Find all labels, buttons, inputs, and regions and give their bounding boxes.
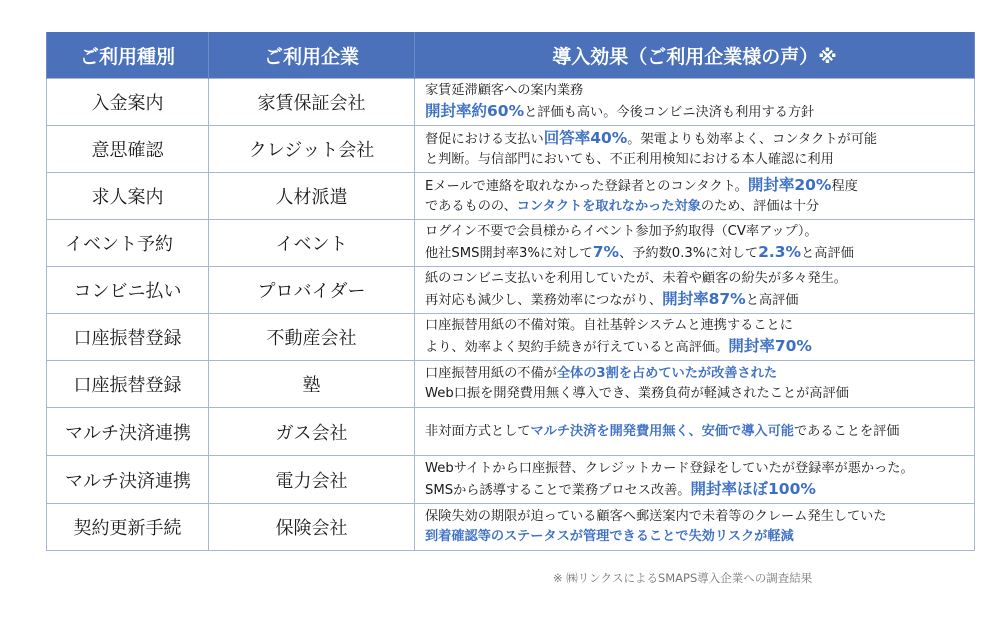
effect-text: 督促における支払い <box>425 132 544 147</box>
company-cell: 不動産会社 <box>209 314 415 361</box>
effect-line <box>425 422 970 442</box>
effect-text: 保険失効の期限が迫っている顧客へ郵送案内で未着等のクレーム発生していた <box>425 509 887 524</box>
effect-line <box>425 316 970 336</box>
company-cell: 家賃保証会社 <box>209 79 415 126</box>
effect-line <box>425 507 970 527</box>
effect-cell <box>415 456 975 504</box>
highlight-text: 2.3% <box>758 243 802 261</box>
effect-text: 。架電よりも効率よく、コンタクトが可能 <box>627 132 878 147</box>
effect-text: SMSから誘導することで業務プロセス改善。 <box>425 482 691 498</box>
company-cell: 人材派遣 <box>209 173 415 220</box>
effect-cell <box>415 220 975 267</box>
effect-cell <box>415 361 975 408</box>
effect-line <box>425 459 970 479</box>
effect-cell <box>415 408 975 456</box>
effect-cell <box>415 504 975 551</box>
effect-line <box>425 81 970 101</box>
results-table <box>46 32 975 551</box>
effect-text: 程度 <box>831 179 858 194</box>
highlight-text: コンタクトを取れなかった対象 <box>516 199 701 214</box>
effect-text: と評価も高い。今後コンビニ決済も利用する方針 <box>524 105 815 120</box>
company-cell: プロバイダー <box>209 267 415 314</box>
effect-line <box>425 150 970 170</box>
effect-line <box>425 289 970 311</box>
table-row <box>47 314 975 361</box>
highlight-text: 開封率20% <box>747 176 832 194</box>
header-usage-type: ご利用種別 <box>47 32 209 79</box>
effect-text: 口座振替用紙の不備対策。自社基幹システムと連携することに <box>425 318 793 333</box>
table-header <box>47 32 975 79</box>
results-table-container <box>46 32 974 551</box>
highlight-text: 全体の3割を占めていたが改善された <box>556 366 778 381</box>
effect-cell <box>415 314 975 361</box>
company-cell: 電力会社 <box>209 456 415 504</box>
company-cell: イベント <box>209 220 415 267</box>
company-cell: 保険会社 <box>209 504 415 551</box>
table-row <box>47 408 975 456</box>
effect-line <box>425 269 970 289</box>
effect-text: 非対面方式として <box>425 423 531 439</box>
effect-text: であるものの、 <box>425 199 517 214</box>
effect-line <box>425 197 970 217</box>
effect-line <box>425 128 970 150</box>
table-body <box>47 79 975 551</box>
effect-line <box>425 479 970 501</box>
effect-cell <box>415 173 975 220</box>
effect-text: 、予約数0.3%に対して <box>619 246 759 261</box>
table-row <box>47 220 975 267</box>
company-cell: 塾 <box>209 361 415 408</box>
effect-cell <box>415 126 975 173</box>
effect-cell <box>415 79 975 126</box>
effect-text: と高評価 <box>745 293 799 308</box>
usage-type-cell: コンビニ払い <box>47 267 209 314</box>
effect-cell <box>415 267 975 314</box>
effect-text: ログイン不要で会員様からイベント参加予約取得（CV率アップ）。 <box>425 224 818 239</box>
highlight-text: 開封率約60% <box>425 102 525 120</box>
effect-text: より、効率よく契約手続きが行えていると高評価。 <box>425 340 729 355</box>
table-row <box>47 504 975 551</box>
highlight-text: 開封率70% <box>728 337 812 355</box>
usage-type-cell: 口座振替登録 <box>47 314 209 361</box>
effect-text: と高評価 <box>801 246 854 261</box>
usage-type-cell: マルチ決済連携 <box>47 456 209 504</box>
table-row <box>47 79 975 126</box>
table-row <box>47 126 975 173</box>
company-cell: ガス会社 <box>209 408 415 456</box>
effect-line <box>425 336 970 358</box>
table-row <box>47 456 975 504</box>
effect-line <box>425 101 970 123</box>
usage-type-cell: 求人案内 <box>47 173 209 220</box>
effect-text: Webサイトから口座振替、クレジットカード登録をしていたが登録率が悪かった。 <box>425 460 914 476</box>
usage-type-cell: マルチ決済連携 <box>47 408 209 456</box>
effect-text: 紙のコンビニ支払いを利用していたが、未着や顧客の紛失が多々発生。 <box>425 271 847 286</box>
table-row <box>47 173 975 220</box>
effect-line <box>425 175 970 197</box>
table-row <box>47 361 975 408</box>
highlight-text: 開封率ほぼ100% <box>690 479 816 498</box>
effect-line <box>425 242 970 264</box>
effect-text: であることを評価 <box>793 423 900 439</box>
header-effect: 導入効果（ご利用企業様の声）※ <box>415 32 975 79</box>
highlight-text: 回答率40% <box>543 129 628 147</box>
usage-type-cell: 口座振替登録 <box>47 361 209 408</box>
effect-text: と判断。与信部門においても、不正利用検知における本人確認に利用 <box>425 152 834 167</box>
table-row <box>47 267 975 314</box>
highlight-text: マルチ決済を開発費用無く、安価で導入可能 <box>530 423 794 439</box>
effect-text: Web口振を開発費用無く導入でき、業務負荷が軽減されたことが高評価 <box>425 386 849 401</box>
effect-line <box>425 222 970 242</box>
effect-line <box>425 384 970 404</box>
header-company: ご利用企業 <box>209 32 415 79</box>
effect-text: Eメールで連絡を取れなかった登録者とのコンタクト。 <box>425 179 748 194</box>
header-row <box>47 32 975 79</box>
usage-type-cell: イベント予約 <box>47 220 209 267</box>
effect-line <box>425 527 970 547</box>
effect-text: のため、評価は十分 <box>700 199 820 214</box>
usage-type-cell: 契約更新手続 <box>47 504 209 551</box>
effect-text: 他社SMS開封率3%に対して <box>425 246 593 261</box>
usage-type-cell: 意思確認 <box>47 126 209 173</box>
highlight-text: 到着確認等のステータスが管理できることで失効リスクが軽減 <box>425 529 794 544</box>
usage-type-cell: 入金案内 <box>47 79 209 126</box>
highlight-text: 開封率87% <box>662 290 746 308</box>
effect-text: 家賃延滞顧客への案内業務 <box>425 83 584 98</box>
effect-text: 口座振替用紙の不備が <box>425 366 557 381</box>
highlight-text: 7% <box>592 243 620 261</box>
effect-text: 再対応も減少し、業務効率につながり、 <box>425 293 663 308</box>
company-cell: クレジット会社 <box>209 126 415 173</box>
effect-line <box>425 364 970 384</box>
survey-footnote: ※ ㈱リンクスによるSMAPS導入企業への調査結果 <box>553 571 813 585</box>
